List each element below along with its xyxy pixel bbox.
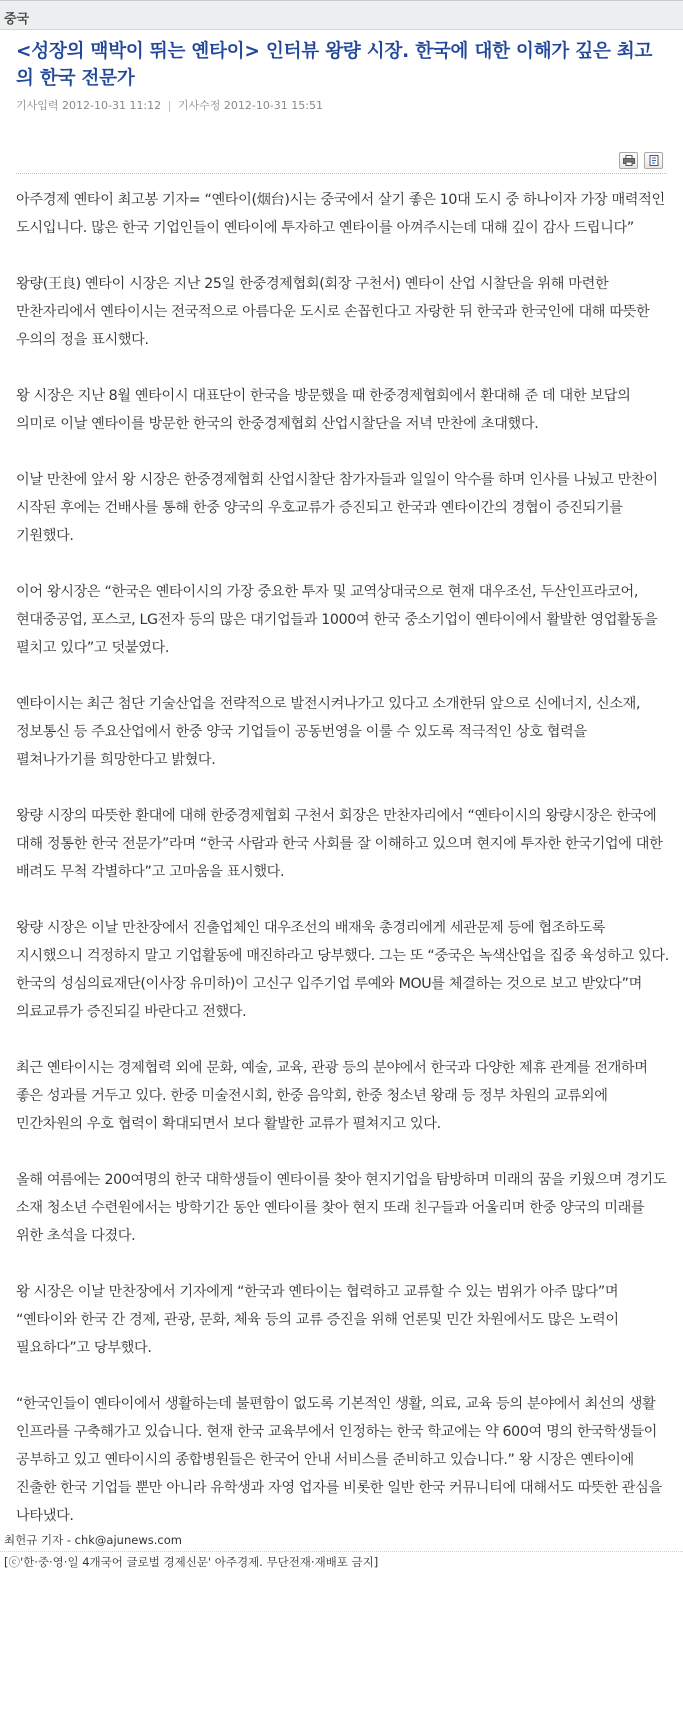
- print-icon: [623, 155, 635, 166]
- article-paragraph: 아주경제 옌타이 최고봉 기자= “옌타이(烟台)시는 중국에서 살기 좋은 10대 도시 중 하나이자 가장 매력적인 도시입니다. 많은 한국 기업인들이 옌타이에 투자하고 옌타이를 아껴주시는데 대해 깊이 감사 드립니다”: [16, 192, 665, 236]
- scrap-icon: [648, 155, 660, 166]
- article-paragraph: 옌타이시는 최근 첨단 기술산업을 전략적으로 발전시켜나가고 있다고 소개한뒤 앞으로 신에너지, 신소재, 정보통신 등 주요산업에서 한중 양국 기업들이 공동번영을 이룰 수 있도록 적극적인 상호 협력을 펼쳐나가기를 희망한다고 밝혔다.: [16, 696, 641, 768]
- article-paragraph: 왕 시장은 지난 8월 옌타이시 대표단이 한국을 방문했을 때 한중경제협회에서 환대해 준 데 대한 보답의 의미로 이날 옌타이를 방문한 한국의 한중경제협회 산업시찰단을 저녁 만찬에 초대했다.: [16, 388, 631, 432]
- print-button[interactable]: [619, 152, 638, 169]
- scrap-button[interactable]: [644, 152, 663, 169]
- article-paragraph: 왕량 시장의 따뜻한 환대에 대해 한중경제협회 구천서 회장은 만찬자리에서 “옌타이시의 왕량시장은 한국에 대해 정통한 한국 전문가”라며 “한국 사람과 한국 사회를 잘 이해하고 있으며 현지에 투자한 한국기업에 대한 배려도 무척 각별하다”고 고마움을 표시했다.: [16, 808, 663, 880]
- reporter-byline: 최헌규 기자 - chk@ajunews.com: [4, 1533, 182, 1547]
- article-meta: [16, 97, 667, 113]
- article-paragraph: “한국인들이 옌타이에서 생활하는데 불편함이 없도록 기본적인 생활, 의료, 교육 등의 분야에서 최선의 생활 인프라를 구축해가고 있습니다. 현재 한국 교육부에서 인정하는 한국 학교에는 약 600여 명의 한국학생들이 공부하고 있고 옌타이시의 종합병원들은 한국어 안내 서비스를 준비하고 있습니다.” 왕 시장은 옌타이에 진출한 한국 기업들 뿐만 아니라 유학생과 자영 업자를 비롯한 일반 한국 커뮤니티에 대해서도 따뜻한 관심을 나타냈다.: [16, 1396, 662, 1524]
- article-paragraph: 왕 시장은 이날 만찬장에서 기자에게 “한국과 옌타이는 협력하고 교류할 수 있는 범위가 아주 많다”며 “옌타이와 한국 간 경제, 관광, 문화, 체육 등의 교류 증진을 위해 언론및 민간 차원에서도 많은 노력이 필요하다”고 당부했다.: [16, 1284, 619, 1356]
- copyright-notice: [ⓒ'한·중·영·일 4개국어 글로벌 경제신문' 아주경제. 무단전재·재배포 금지]: [0, 1551, 683, 1570]
- toolbar-buttons: [619, 152, 663, 169]
- published-label: 기사입력: [16, 99, 59, 112]
- modified-time: 2012-10-31 15:51: [223, 99, 323, 112]
- section-header: [0, 0, 683, 30]
- article-paragraph: 왕량(王良) 옌타이 시장은 지난 25일 한중경제협회(회장 구천서) 옌타이 산업 시찰단을 위해 마련한 만찬자리에서 옌타이시는 전국적으로 아름다운 도시로 손꼽힌다고 자랑한 뒤 한국과 한국인에 대해 따뜻한 우의의 정을 표시했다.: [16, 276, 650, 348]
- modified-label: 기사수정: [177, 99, 221, 112]
- article-paragraph: 이어 왕시장은 “한국은 옌타이시의 가장 중요한 투자 및 교역상대국으로 현재 대우조선, 두산인프라코어, 현대중공업, 포스코, LG전자 등의 많은 대기업들과 1000여 한국 중소기업이 옌타이에서 활발한 영업활동을 펼치고 있다”고 덧붙였다.: [16, 584, 658, 656]
- section-label[interactable]: 중국: [4, 12, 30, 27]
- meta-divider: |: [167, 99, 172, 112]
- article-headline: <성장의 맥박이 뛰는 옌타이> 인터뷰 왕량 시장. 한국에 대한 이해가 깊은 최고의 한국 전문가: [16, 41, 653, 89]
- article-toolbar: [16, 152, 667, 174]
- article-paragraph: 최근 옌타이시는 경제협력 외에 문화, 예술, 교육, 관광 등의 분야에서 한국과 다양한 제휴 관계를 전개하며 좋은 성과를 거두고 있다. 한중 미술전시회, 한중 음악회, 한중 청소년 왕래 등 정부 차원의 교류외에 민간차원의 우호 협력이 확대되면서 보다 활발한 교류가 펼쳐지고 있다.: [16, 1060, 648, 1132]
- article-paragraph: 올해 여름에는 200여명의 한국 대학생들이 옌타이를 찾아 현지기업을 탐방하며 미래의 꿈을 키웠으며 경기도 소재 청소년 수련원에서는 방학기간 동안 옌타이를 찾아 현지 또래 친구들과 어울리며 한중 양국의 미래를 위한 초석을 다졌다.: [16, 1172, 667, 1244]
- article-paragraph: 왕량 시장은 이날 만찬장에서 진출업체인 대우조선의 배재욱 총경리에게 세관문제 등에 협조하도록 지시했으니 걱정하지 말고 기업활동에 매진하라고 당부했다. 그는 또 “중국은 녹색산업을 집중 육성하고 있다. 한국의 성심의료재단(이사장 유미하)이 고신구 입주기업 루예와 MOU를 체결하는 것으로 보고 받았다”며 의료교류가 증진되길 바란다고 전했다.: [16, 920, 669, 1020]
- article-body: [0, 186, 683, 1530]
- article-paragraph: 이날 만찬에 앞서 왕 시장은 한중경제협회 산업시찰단 참가자들과 일일이 악수를 하며 인사를 나눴고 만찬이 시작된 후에는 건배사를 통해 한중 양국의 우호교류가 증진되고 한국과 옌타이간의 경협이 증진되기를 기원했다.: [16, 472, 658, 544]
- headline-area: [0, 30, 683, 152]
- published-time: 2012-10-31 11:12: [62, 99, 162, 112]
